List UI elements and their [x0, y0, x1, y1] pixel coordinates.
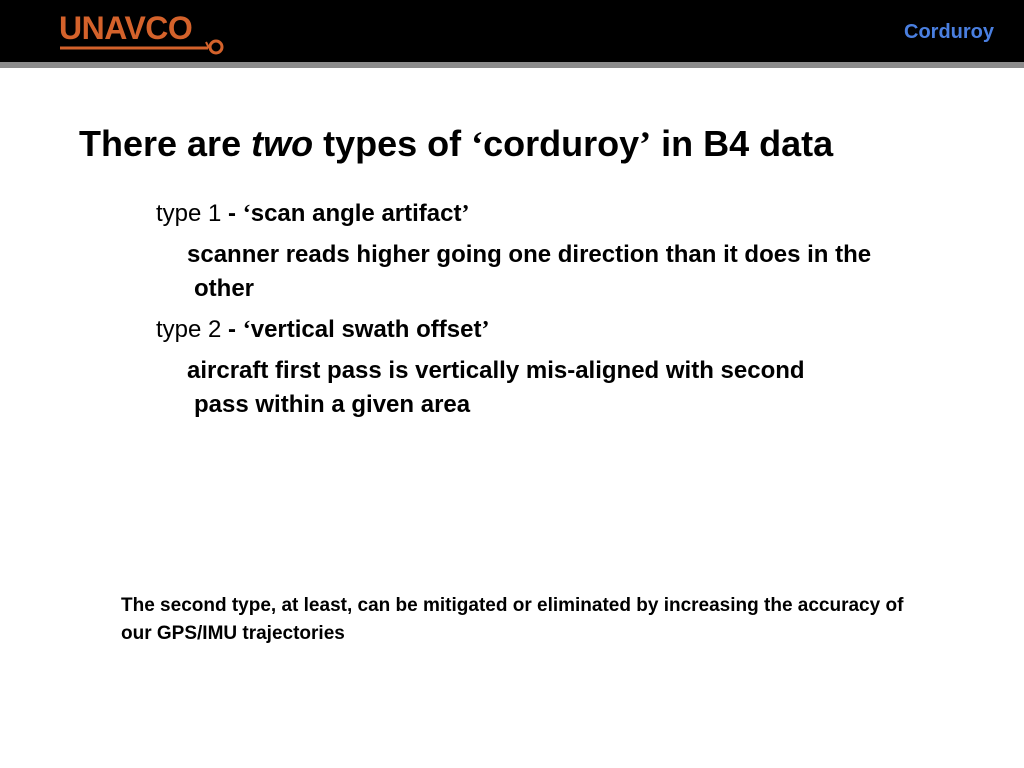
bullet-type-2-description: aircraft first pass is vertically mis-aligned with second pass within a given area — [187, 357, 805, 418]
bullet-quote-close: ’ — [461, 201, 470, 227]
bullet-type-1 — [156, 199, 469, 229]
logo-text: UNAVCO — [59, 10, 193, 46]
title-quote-open: ‘ — [471, 124, 484, 164]
slide-title — [79, 122, 833, 166]
footnote: The second type, at least, can be mitigated or eliminated by increasing the accuracy of our GPS/IMU trajectories — [121, 595, 904, 644]
bullet-name: scan angle artifact — [250, 200, 462, 227]
header-bar — [0, 0, 1024, 62]
bullet-quote-open: ‘ — [242, 317, 251, 343]
bullet-name: vertical swath offset — [250, 316, 482, 343]
header-divider — [0, 62, 1024, 68]
title-emphasis: two — [251, 123, 314, 164]
bullet-dash: - — [228, 316, 243, 343]
bullet-label: type 1 — [156, 200, 229, 227]
title-pre: There are — [79, 123, 252, 164]
title-mid: types of — [313, 123, 472, 164]
title-post: in B4 data — [651, 123, 834, 164]
bullet-quote-open: ‘ — [242, 201, 251, 227]
title-quote-close: ’ — [639, 124, 652, 164]
header-title: Corduroy — [904, 21, 994, 43]
bullet-type-1-description: scanner reads higher going one direction than it does in the other — [187, 241, 872, 302]
bullet-dash: - — [228, 200, 243, 227]
bullet-type-2 — [156, 315, 489, 345]
logo-underline-icon — [56, 6, 236, 56]
bullet-quote-close: ’ — [481, 317, 490, 343]
unavco-logo — [56, 6, 236, 56]
bullet-label: type 2 — [156, 316, 229, 343]
title-word: corduroy — [483, 123, 640, 164]
